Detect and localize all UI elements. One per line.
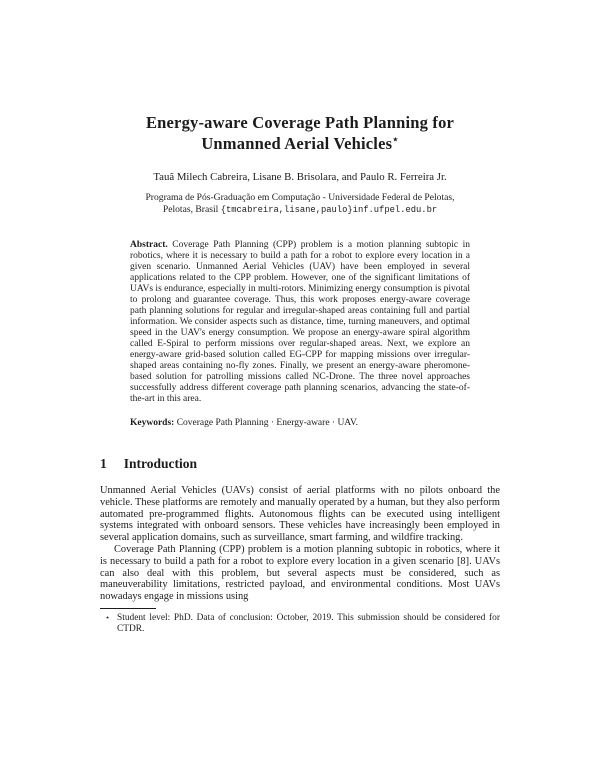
section-number: 1 [100,456,107,471]
title-line-1: Energy-aware Coverage Path Planning for [145,113,455,132]
authors-line: Tauã Milech Cabreira, Lisane B. Brisolara, and Paulo R. Ferreira Jr. [153,171,447,183]
title-footnote-star: ⋆ [392,134,399,146]
title-line-2: Unmanned Aerial Vehicles [201,134,393,153]
paper-content [100,112,500,635]
affiliation-line-2: Pelotas, Brasil [162,203,221,215]
footnote-rule [100,608,156,609]
intro-paragraph-1: Unmanned Aerial Vehicles (UAVs) consist of aerial platforms with no pilots onboard the vehicle. These platforms are remotely and manually operated by a human, but they also perform automated pre-programmed flights. Autonomous flights can be executed using intelligent systems integrated with onboard sensors. These vehicles have increasingly been employed in several application domains, such as surveillance, smart farming, and wildfire tracking. [100,485,500,544]
footnote-marker: ⋆ [105,612,111,622]
affiliation-line-1: Programa de Pós-Graduação em Computação - Universidade Federal de Pelotas, [145,192,455,203]
footnote-text: Student level: PhD. Data of conclusion: October, 2019. This submission should be considered for CTDR. [117,612,500,634]
footnote [100,613,500,635]
abstract-label: Abstract. [130,240,168,250]
affiliation [100,192,500,216]
intro-paragraph-2: Coverage Path Planning (CPP) problem is a motion planning subtopic in robotics, where it is necessary to build a path for a robot to explore every location in a given scenario [8]. UAVs can also deal with this problem, but several aspects must be considered, such as maneuverability limitations, restricted payload, and environmental conditions. Most UAVs nowadays engage in missions using [100,543,500,603]
keywords-text: Coverage Path Planning · Energy-aware · UAV. [176,418,358,428]
abstract-paragraph [130,240,470,405]
keywords-line [130,418,470,429]
keywords-label: Keywords: [130,418,175,428]
affiliation-email: {tmcabreira,lisane,paulo}inf.ufpel.edu.br [220,204,438,215]
section-title: Introduction [123,456,198,471]
paper-title [100,112,500,154]
section-heading-introduction [100,455,500,472]
abstract-text: Coverage Path Planning (CPP) problem is a motion planning subtopic in robotics, where it is necessary to build a path for a robot to explore every location in a given scenario. Unmanned Aerial Vehicles (UAV) have been employed in several applications related to the CPP problem. However, one of the significant limitations of UAVs is endurance, especially in multi-rotors. Minimizing energy consumption is pivotal to prolong and guarantee coverage. Thus, this work proposes energy-aware coverage path planning solutions for regular and irregular-shaped areas containing full and partial information. We consider aspects such as distance, time, turning maneuvers, and optimal speed in the UAV's energy consumption. We propose an energy-aware spiral algorithm called E-Spiral to perform missions over regular-shaped areas. Next, we explore an energy-aware grid-based solution called EG-CPP for mapping missions over irregular-shaped areas containing no-fly zones. Finally, we present an energy-aware pheromone-based solution for patrolling missions called NC-Drone. The three novel approaches successfully address different coverage path planning scenarios, advancing the state-of-the-art in this area. [130,240,471,404]
footnote-block [100,608,500,635]
